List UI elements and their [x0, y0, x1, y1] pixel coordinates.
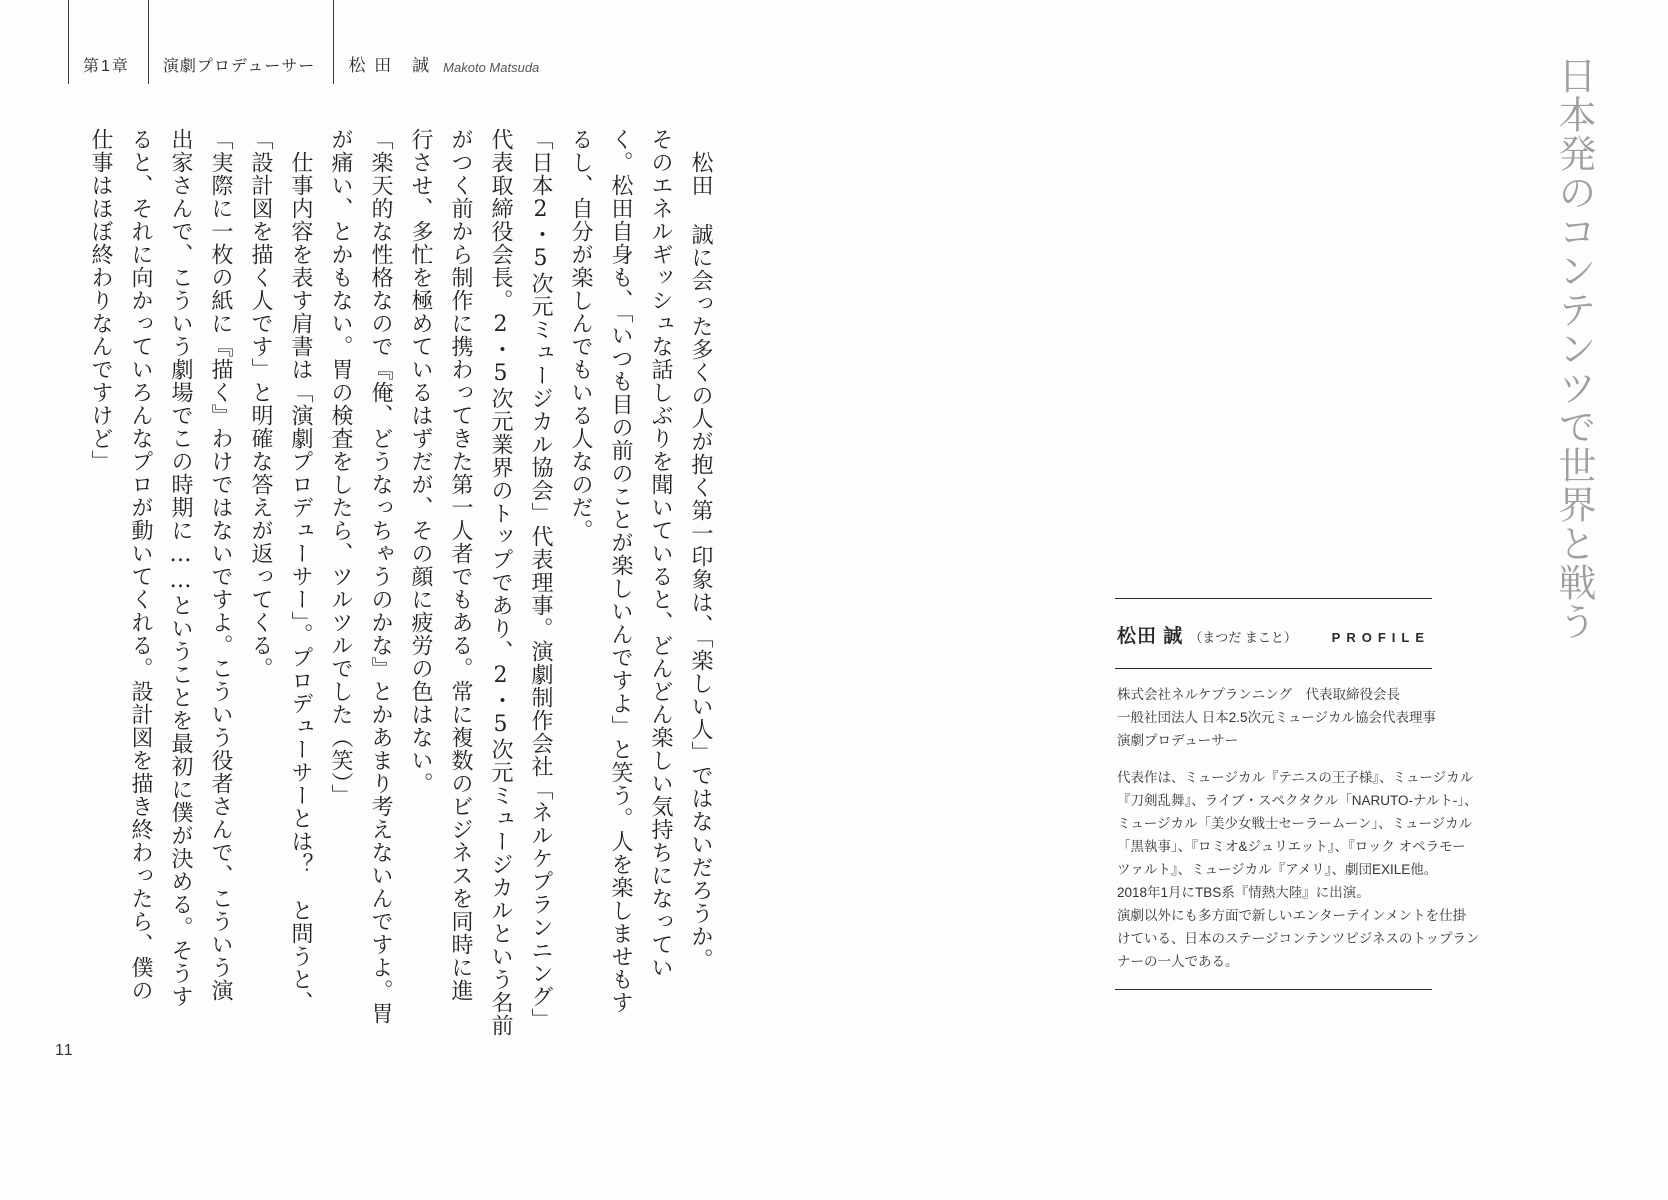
- body-column: ると、それに向かっていろんなプロが動いてくれる。設計図を描き終わったら、僕の: [128, 128, 153, 1002]
- profile-line: 「黒執事」、『ロミオ&ジュリエット』、『ロック オペラモー: [1117, 839, 1466, 854]
- body-column: 松田 誠に会った多くの人が抱く第一印象は、「楽しい人」ではないだろうか。: [688, 128, 713, 971]
- body-column: 仕事内容を表す肩書は「演劇プロデューサー」。プロデューサーとは？ と問うと、: [288, 128, 313, 1014]
- profile-paragraph-gap: [1117, 752, 1430, 766]
- body-column: そのエネルギッシュな話しぶりを聞いていると、どんどん楽しい気持ちになってい: [648, 128, 673, 979]
- name-section: [333, 0, 557, 84]
- body-column: 「日本2・5次元ミュージカル協会」代表理事。演劇制作会社「ネルケプランニング」: [528, 128, 553, 1031]
- body-column: がつく前から制作に携わってきた第一人者でもある。常に複数のビジネスを同時に進: [448, 128, 473, 1002]
- profile-line: 演劇プロデューサー: [1117, 733, 1239, 748]
- profile-line: 2018年1月にTBS系『情熱大陸』に出演。: [1117, 885, 1370, 900]
- body-column: 仕事はほぼ終わりなんですけど」: [88, 128, 113, 473]
- profile-line: ナーの一人である。: [1117, 954, 1239, 969]
- body-column: 「楽天的な性格なので『俺、どうなっちゃうのかな』とかあまり考えないんですよ。胃: [368, 128, 393, 1025]
- profile-line: 『刀剣乱舞』、ライブ・スペクタクル「NARUTO-ナルト-」、: [1117, 793, 1478, 808]
- body-text: [80, 128, 720, 1038]
- profile-name: 松田 誠: [1117, 626, 1184, 647]
- body-column: く。松田自身も、「いつも目の前のことが楽しいんですよ」と笑う。人を楽しませもす: [608, 128, 633, 1014]
- profile-line: 演劇以外にも多方面で新しいエンターテインメントを仕掛: [1117, 908, 1467, 923]
- profile-box: [1115, 598, 1480, 990]
- author-name-romaji: Makoto Matsuda: [443, 60, 540, 75]
- body-column: 行させ、多忙を極めているはずだが、その顔に疲労の色はない。: [408, 128, 433, 795]
- profile-line: 株式会社ネルケプランニング 代表取締役会長: [1117, 687, 1400, 702]
- page-number: 11: [55, 1042, 74, 1059]
- body-column: 「設計図を描く人です」と明確な答えが返ってくる。: [248, 128, 273, 680]
- author-name: 松 田 誠: [348, 56, 432, 75]
- role-label: 演劇プロデューサー: [162, 58, 316, 75]
- chapter-section: [68, 0, 148, 84]
- body-column: が痛い、とかもない。胃の検査をしたら、ツルツルでした（笑）」: [328, 128, 353, 807]
- profile-line: 代表作は、ミュージカル『テニスの王子様』、ミュージカル: [1117, 770, 1474, 785]
- profile-line: ミュージカル「美少女戦士セーラームーン」、ミュージカル: [1117, 816, 1473, 831]
- body-column: 「実際に一枚の紙に『描く』わけではないですよ。こういう役者さんで、こういう演: [208, 128, 233, 1002]
- chapter-label: 第1章: [83, 58, 130, 75]
- profile-label: PROFILE: [1331, 630, 1430, 645]
- profile-name-kana: （まつだ まこと）: [1189, 630, 1297, 645]
- profile-body: [1115, 669, 1480, 989]
- running-head: [68, 0, 557, 84]
- profile-bottom-rule: [1115, 989, 1432, 990]
- page-title: 日本発のコンテンツで世界と戦う: [1552, 56, 1596, 641]
- profile-name-bar: [1115, 599, 1432, 668]
- role-section: [148, 0, 334, 84]
- body-column: 出家さんで、こういう劇場でこの時期に……ということを最初に僕が決める。そうす: [168, 128, 193, 1008]
- body-column: るし、自分が楽しんでもいる人なのだ。: [568, 128, 593, 542]
- profile-line: ツァルト』、ミュージカル『アメリ』、劇団EXILE他。: [1117, 862, 1438, 877]
- profile-line: 一般社団法人 日本2.5次元ミュージカル協会代表理事: [1117, 710, 1436, 725]
- profile-line: けている、日本のステージコンテンツビジネスのトップラン: [1117, 931, 1480, 946]
- body-column: 代表取締役会長。2・5次元業界のトップであり、2・5次元ミュージカルという名前: [488, 128, 513, 1037]
